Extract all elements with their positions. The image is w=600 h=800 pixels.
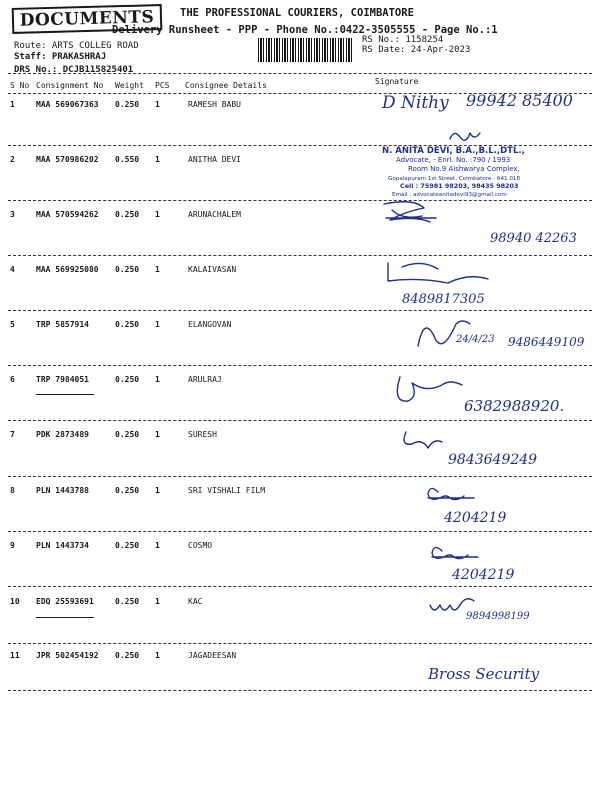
row-consignment: TRP 7984051	[36, 375, 89, 384]
table-row	[0, 651, 600, 706]
row-consignee: RAMESH BABU	[188, 100, 241, 109]
signature-scribble	[397, 377, 462, 401]
row-consignee: ARUNACHALEM	[188, 210, 241, 219]
signature-area	[372, 472, 592, 534]
row-consignment: MAA 569925080	[36, 265, 99, 274]
signature-scribble	[388, 263, 488, 283]
seal-line-3: Room No.9 Aishwarya Complex,	[408, 165, 520, 173]
row-sno: 5	[10, 320, 15, 329]
row-weight: 0.250	[115, 320, 140, 329]
row-sno: 4	[10, 265, 15, 274]
row-pcs: 1	[155, 100, 160, 109]
seal-line-2: Advocate, - Enrl. No. :790 / 1993	[396, 156, 511, 164]
row-pcs: 1	[155, 155, 160, 164]
signature-phone: 9894998199	[466, 611, 530, 622]
signature-scribble	[404, 432, 442, 448]
row-consignment: TRP 5857914	[36, 320, 89, 329]
seal-line-5: Cell : 75981 98203, 98435 98203	[400, 182, 519, 190]
row-pcs: 1	[155, 541, 160, 550]
signature-scribble	[430, 599, 474, 610]
seal-line-1: N. ANITA DEVI, B.A.,B.L.,DTL.,	[382, 146, 525, 156]
row-sno: 9	[10, 541, 15, 550]
row-consignee: SRI VISHALI FILM	[188, 486, 266, 495]
signature-scribble	[428, 488, 474, 499]
row-weight: 0.550	[115, 155, 140, 164]
row-weight: 0.250	[115, 100, 140, 109]
seal-signature	[450, 133, 480, 140]
row-pcs: 1	[155, 430, 160, 439]
row-pcs: 1	[155, 375, 160, 384]
row-consignment: PLN 1443788	[36, 486, 89, 495]
seal-line-4: Gopalapuram 1st Street, Coimbatore - 641 018	[388, 176, 521, 182]
row-weight: 0.250	[115, 597, 140, 606]
signature-phone: 9843649249	[448, 452, 538, 468]
row-consignee: COSMO	[188, 541, 213, 550]
row-consignee: ANITHA DEVI	[188, 155, 241, 164]
signature-scribble	[432, 547, 478, 558]
underline-mark	[36, 394, 94, 395]
stamp-text: DOCUMENTS	[19, 7, 155, 31]
row-weight: 0.250	[115, 210, 140, 219]
signature-phone: 4204219	[452, 567, 515, 583]
row-sno: 6	[10, 375, 15, 384]
row-consignee: SURESH	[188, 430, 217, 439]
signature-area	[372, 416, 592, 478]
signature-area	[372, 583, 592, 645]
col-consignee: Consignee Details	[185, 81, 267, 90]
rs-date: RS Date: 24-Apr-2023	[362, 45, 471, 55]
signature-area	[372, 527, 592, 589]
rs-number: RS No.: 1158254	[362, 35, 444, 45]
row-sno: 2	[10, 155, 15, 164]
row-consignee: KAC	[188, 597, 203, 606]
row-pcs: 1	[155, 320, 160, 329]
row-sno: 11	[10, 651, 20, 660]
row-sno: 10	[10, 597, 20, 606]
signature-phone: 6382988920.	[464, 397, 565, 415]
row-pcs: 1	[155, 486, 160, 495]
col-pcs: PCS	[155, 81, 170, 90]
staff-label: Staff: PRAKASHRAJ	[14, 52, 107, 62]
row-pcs: 1	[155, 210, 160, 219]
row-consignment: PDK 2873489	[36, 430, 89, 439]
header-divider	[8, 73, 592, 74]
signature-area	[372, 196, 592, 258]
row-consignee: ELANGOVAN	[188, 320, 232, 329]
drs-number: DRS No.: DCJB115825401	[14, 65, 134, 75]
row-consignment: JPR 502454192	[36, 651, 99, 660]
signature-text: D Nithy	[382, 93, 449, 113]
signature-phone: 98940 42263	[490, 231, 577, 246]
seal-line-6: Email : advocateanitadevi93@gmail.com	[392, 192, 507, 198]
row-pcs: 1	[155, 265, 160, 274]
company-name: THE PROFESSIONAL COURIERS, COIMBATORE	[180, 7, 414, 19]
signature-scribble	[384, 202, 436, 222]
row-pcs: 1	[155, 597, 160, 606]
row-consignee: ARULRAJ	[188, 375, 222, 384]
signature-phone: 9486449109	[508, 335, 585, 349]
row-consignee: JAGADEESAN	[188, 651, 237, 660]
row-sno: 1	[10, 100, 15, 109]
row-consignment: PLN 1443734	[36, 541, 89, 550]
signature-phone: 99942 85400	[466, 91, 573, 110]
row-sno: 8	[10, 486, 15, 495]
row-sno: 7	[10, 430, 15, 439]
route-label: Route: ARTS COLLEG ROAD	[14, 41, 139, 51]
col-weight: Weight	[115, 81, 144, 90]
footer-divider	[8, 690, 592, 691]
row-consignee: KALAIVASAN	[188, 265, 237, 274]
underline-mark	[36, 617, 94, 618]
row-weight: 0.250	[115, 541, 140, 550]
signature-date: 24/4/23	[456, 334, 495, 345]
signature-phone: 4204219	[444, 510, 507, 526]
row-consignment: EDQ 25593691	[36, 597, 94, 606]
row-weight: 0.250	[115, 651, 140, 660]
barcode	[258, 38, 354, 62]
signature-phone: 8489817305	[402, 292, 485, 307]
row-pcs: 1	[155, 651, 160, 660]
row-sno: 3	[10, 210, 15, 219]
row-weight: 0.250	[115, 265, 140, 274]
col-signature: Signature	[375, 77, 419, 86]
signature-area	[372, 251, 592, 313]
row-consignment: MAA 569067363	[36, 100, 99, 109]
row-consignment: MAA 570986202	[36, 155, 99, 164]
advocate-seal	[372, 125, 592, 198]
signature-area	[372, 361, 592, 423]
row-weight: 0.250	[115, 486, 140, 495]
signature-area	[372, 306, 592, 368]
signature-text: Bross Security	[428, 665, 540, 683]
runsheet-title: Delivery Runsheet - PPP - Phone No.:0422-3505555 - Page No.:1	[112, 24, 498, 36]
row-consignment: MAA 570594262	[36, 210, 99, 219]
col-sno: S No	[10, 81, 30, 90]
row-weight: 0.250	[115, 375, 140, 384]
row-weight: 0.250	[115, 430, 140, 439]
col-consignment: Consignment No	[36, 81, 104, 90]
